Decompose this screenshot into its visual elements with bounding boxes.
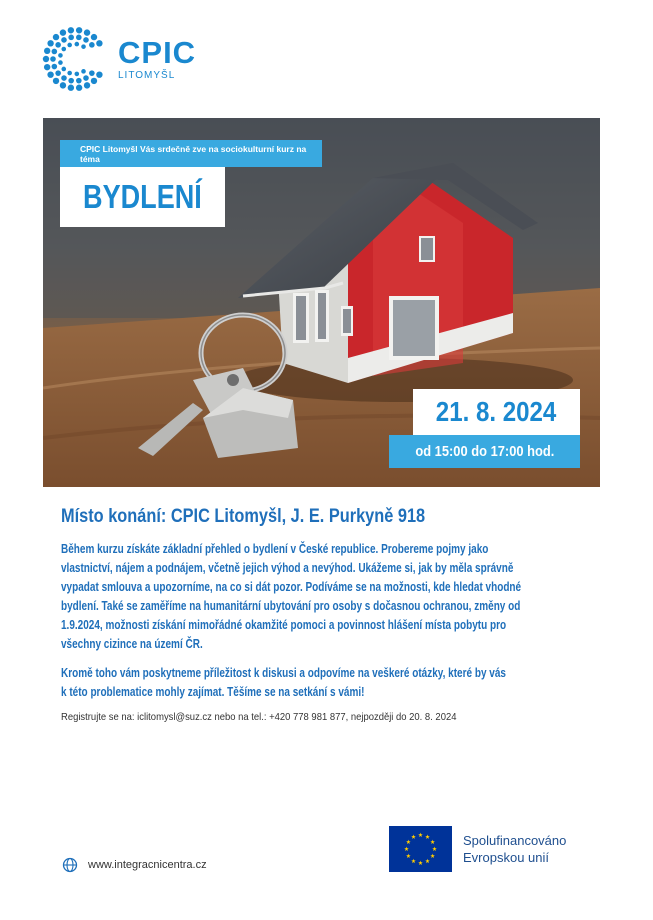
eu-line-2: Evropskou unií bbox=[463, 850, 549, 865]
eu-star bbox=[432, 847, 437, 851]
logo-dot bbox=[61, 37, 67, 43]
logo-dot bbox=[84, 82, 90, 88]
logo-dot bbox=[96, 71, 102, 77]
eu-star bbox=[430, 854, 435, 858]
logo-dot bbox=[44, 48, 50, 54]
logo-dot bbox=[60, 29, 66, 35]
logo-dot bbox=[96, 40, 102, 46]
logo-dot bbox=[61, 47, 66, 52]
logo-dot bbox=[50, 56, 56, 62]
logo-dot bbox=[53, 34, 59, 40]
invite-banner: CPIC Litomyšl Vás srdečně zve na sociokulturní kurz na téma bbox=[60, 140, 322, 167]
course-date: 21. 8. 2024 bbox=[436, 396, 557, 427]
website-link[interactable] bbox=[62, 857, 207, 873]
eu-flag-icon bbox=[389, 826, 452, 872]
eu-star bbox=[418, 861, 423, 865]
globe-icon bbox=[62, 857, 78, 873]
paragraph-line: 1.9.2024, možnosti získání mimořádné okamžité pomoci a povinnost hlášení místa pobytu pro bbox=[61, 618, 507, 632]
course-title: BYDLENÍ bbox=[83, 178, 202, 215]
logo-dot bbox=[68, 27, 74, 33]
paragraph-line: vlastnictví, nájem a podnájem, včetně jejich výhod a nevýhod. Ukážeme si, jak by měla správně bbox=[61, 561, 514, 575]
description-paragraph-2 bbox=[61, 664, 557, 702]
logo-name: CPIC bbox=[118, 34, 197, 70]
eu-star bbox=[411, 834, 416, 838]
logo-dot bbox=[91, 78, 97, 84]
logo-dot bbox=[47, 40, 53, 46]
description-paragraph-1 bbox=[61, 540, 557, 654]
eu-star bbox=[406, 840, 411, 844]
logo-dot bbox=[83, 75, 89, 81]
eu-star bbox=[404, 847, 409, 851]
logo-dot bbox=[75, 72, 80, 77]
logo-dot bbox=[76, 85, 82, 91]
logo-dot bbox=[67, 71, 72, 76]
logo-dot bbox=[89, 70, 95, 76]
eu-star bbox=[406, 854, 411, 858]
paragraph-line: všechny cizince na území ČR. bbox=[61, 637, 203, 651]
logo-dot bbox=[75, 42, 80, 47]
logo-dot bbox=[81, 69, 86, 74]
date-box bbox=[413, 389, 580, 435]
logo-dot bbox=[76, 27, 82, 33]
paragraph-line: Kromě toho vám poskytneme příležitost k diskusi a odpovíme na veškeré otázky, které by vás bbox=[61, 666, 506, 680]
logo-dot bbox=[81, 44, 86, 49]
title-box bbox=[60, 167, 225, 227]
cpic-logo bbox=[42, 26, 196, 92]
logo-dot bbox=[76, 78, 82, 84]
eu-star bbox=[411, 859, 416, 863]
logo-dot bbox=[60, 82, 66, 88]
paragraph-line: bydlení. Také se zaměříme na humanitární ubytování pro osoby s dočasnou ochranou, změny od bbox=[61, 599, 521, 613]
logo-dot bbox=[83, 37, 89, 43]
dots-logo-icon bbox=[42, 26, 108, 92]
logo-subtitle: LITOMYŠL bbox=[118, 69, 176, 81]
logo-dot bbox=[84, 29, 90, 35]
eu-star bbox=[425, 859, 430, 863]
paragraph-line: k této problematice mohly zajímat. Těšíme se na setkání s vámi! bbox=[61, 685, 365, 699]
logo-dot bbox=[58, 53, 63, 58]
logo-dot bbox=[58, 60, 63, 65]
logo-dot bbox=[68, 35, 74, 41]
eu-star bbox=[418, 833, 423, 837]
registration-info: Registrujte se na: iclitomysl@suz.cz nebo na tel.: +420 778 981 877, nejpozději do 20. 8. 2024 bbox=[61, 711, 457, 723]
logo-dot bbox=[68, 85, 74, 91]
logo-dot bbox=[55, 42, 61, 48]
logo-dot bbox=[43, 56, 49, 62]
eu-star bbox=[425, 834, 430, 838]
logo-dot bbox=[91, 34, 97, 40]
logo-dot bbox=[52, 49, 58, 55]
logo-dot bbox=[44, 64, 50, 70]
eu-stars bbox=[389, 826, 452, 872]
logo-dot bbox=[76, 35, 82, 41]
logo-dot bbox=[67, 43, 72, 48]
logo-dot bbox=[68, 78, 74, 84]
course-time: od 15:00 do 17:00 hod. bbox=[414, 443, 555, 460]
paragraph-line: Během kurzu získáte základní přehled o bydlení v České republice. Probereme pojmy jako bbox=[61, 542, 489, 556]
eu-line-1: Spolufinancováno bbox=[463, 833, 567, 848]
logo-dot bbox=[52, 64, 58, 70]
logo-dot bbox=[53, 78, 59, 84]
logo-dot bbox=[61, 75, 67, 81]
paragraph-line: vypadat smlouva a upozorníme, na co si dát pozor. Podíváme se na možnosti, kde hledat vhodné bbox=[61, 580, 522, 594]
logo-dot bbox=[47, 71, 53, 77]
time-box bbox=[389, 435, 580, 468]
venue-heading: Místo konání: CPIC Litomyšl, J. E. Purkyně 918 bbox=[61, 506, 426, 527]
eu-star bbox=[430, 840, 435, 844]
eu-cofinance-badge bbox=[389, 826, 566, 872]
website-url[interactable]: www.integracnicentra.cz bbox=[88, 859, 207, 871]
logo-text bbox=[118, 34, 197, 81]
logo-dot bbox=[89, 42, 95, 48]
logo-dot bbox=[61, 67, 66, 72]
logo-dot bbox=[55, 70, 61, 76]
eu-text bbox=[463, 832, 566, 866]
